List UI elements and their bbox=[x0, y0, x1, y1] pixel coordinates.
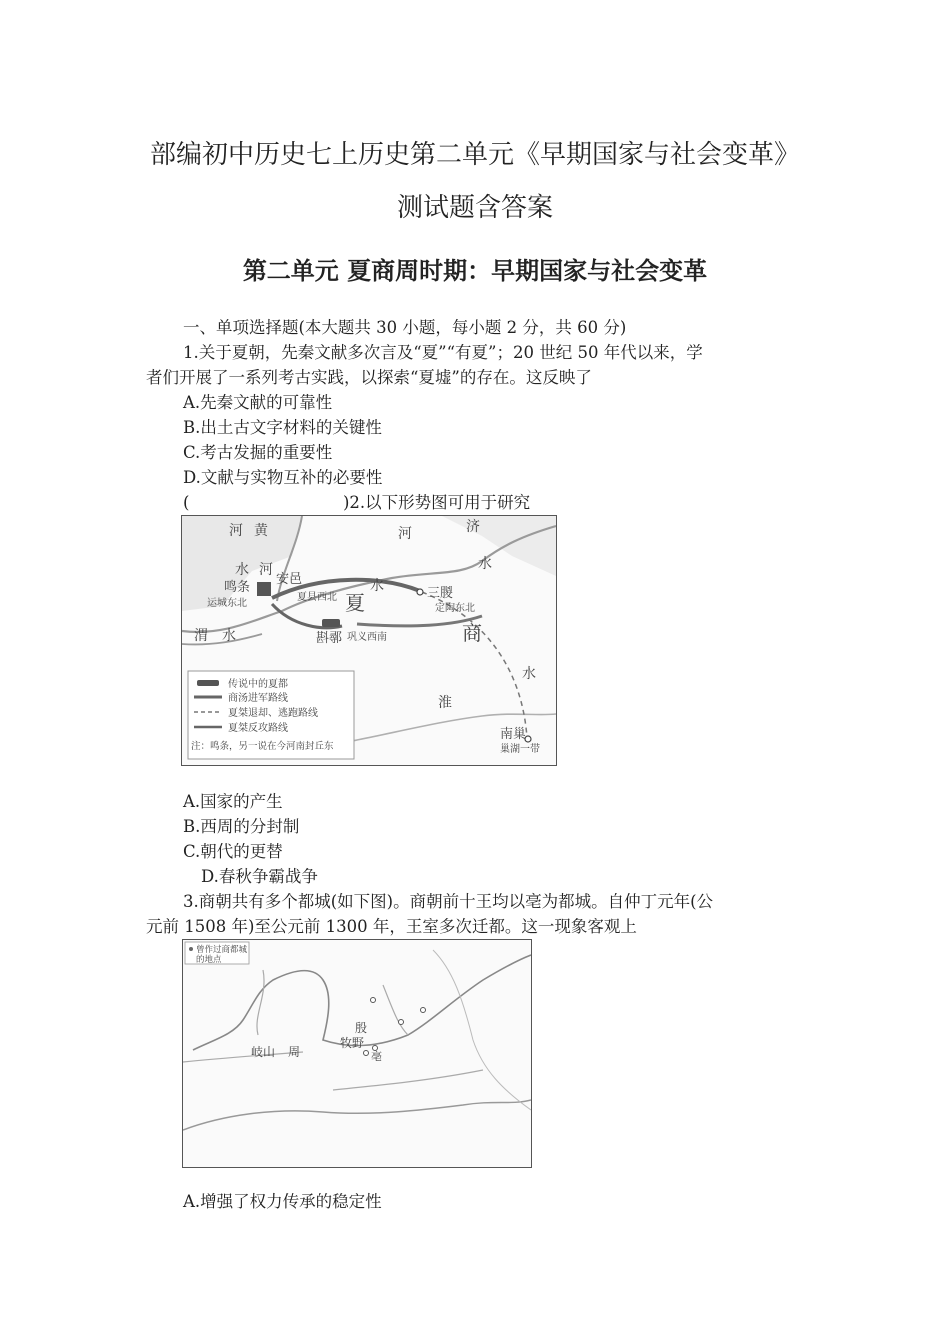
xia-shang-map-graphic bbox=[182, 516, 556, 765]
map1-label-zhenxun: 斟鄩 bbox=[316, 631, 343, 646]
map1-label-sanzong: 三朡 bbox=[427, 586, 454, 601]
q1-stem-line2: 者们开展了一系列考古实践，以探索“夏墟”的存在。这反映了 bbox=[146, 368, 592, 387]
map2-tributary-1 bbox=[257, 970, 264, 1035]
map1-label-shui4: 水 bbox=[222, 628, 236, 644]
q3-stem-line2: 元前 1508 年)至公元前 1300 年，王室多次迁都。这一现象客观上 bbox=[146, 917, 637, 936]
map2-tributary-2 bbox=[383, 985, 408, 1035]
q2-option-d: D.春秋争霸战争 bbox=[201, 867, 318, 886]
map1-label-xiaju: 夏县西北 bbox=[297, 592, 337, 603]
map2-wei-river bbox=[183, 1052, 303, 1062]
q3-stem-line1: 3.商朝共有多个都城(如下图)。商朝前十王均以亳为都城。自仲丁元年(公 bbox=[183, 892, 714, 911]
map2-capital-marker-1 bbox=[371, 998, 376, 1003]
section-heading: 一、单项选择题(本大题共 30 小题，每小题 2 分，共 60 分) bbox=[183, 318, 627, 337]
map1-label-huang: 黄 bbox=[254, 523, 268, 539]
map2-label-bo: 亳 bbox=[371, 1050, 382, 1063]
map1-anyi-marker bbox=[257, 582, 271, 596]
xia-shang-map bbox=[181, 515, 557, 766]
unit-heading: 第二单元 夏商周时期：早期国家与社会变革 bbox=[242, 257, 708, 285]
map2-capital-marker-2 bbox=[399, 1020, 404, 1025]
q3-option-a: A.增强了权力传承的稳定性 bbox=[183, 1192, 382, 1211]
q1-option-b: B.出土古文字材料的关键性 bbox=[183, 418, 382, 437]
q1-stem-line1: 1.关于夏朝，先秦文献多次言及“夏”“有夏”；20 世纪 50 年代以来，学 bbox=[183, 343, 703, 362]
map2-label-yin: 殷 bbox=[355, 1021, 368, 1035]
q2-option-b: B.西周的分封制 bbox=[183, 817, 300, 836]
map2-huai-river bbox=[333, 1070, 483, 1090]
map1-label-shui2: 水 bbox=[478, 556, 492, 572]
map1-zhenxun-marker bbox=[322, 619, 340, 627]
q2-open-paren: ( bbox=[183, 493, 190, 512]
map1-label-ji: 济 bbox=[466, 519, 480, 535]
map1-legend-counter: 夏桀反攻路线 bbox=[228, 723, 288, 734]
map1-label-nanchao: 南巢 bbox=[500, 727, 527, 742]
map1-label-xia: 夏 bbox=[345, 591, 365, 615]
map1-label-gongyi: 巩义西南 bbox=[347, 632, 387, 643]
map1-label-chaohu: 巢湖一带 bbox=[500, 744, 540, 755]
map1-legend-advance: 商汤进军路线 bbox=[228, 693, 288, 704]
document-title-line1: 部编初中历史七上历史第二单元《早期国家与社会变革》 bbox=[149, 140, 800, 170]
map2-legend-symbol bbox=[189, 947, 193, 951]
map1-label-shui1: 水 bbox=[235, 562, 249, 578]
q1-option-a: A.先秦文献的可靠性 bbox=[183, 393, 333, 412]
map1-label-he1: 河 bbox=[229, 523, 243, 539]
map2-label-zhou: 周 bbox=[288, 1045, 301, 1059]
map1-legend-retreat: 夏桀退却、逃跑路线 bbox=[228, 708, 318, 719]
map1-label-wei: 渭 bbox=[194, 628, 208, 644]
shang-capitals-map bbox=[182, 939, 532, 1168]
shang-capitals-map-graphic bbox=[183, 940, 531, 1167]
map2-label-muye: 牧野 bbox=[340, 1036, 365, 1050]
map1-label-anyi: 安邑 bbox=[276, 572, 303, 587]
map1-label-he2: 河 bbox=[259, 562, 273, 578]
q2-option-c: C.朝代的更替 bbox=[183, 842, 283, 861]
map1-legend-symbol-capital bbox=[197, 680, 219, 686]
map1-terrain-northeast bbox=[442, 516, 556, 576]
document-title-line2: 测试题含答案 bbox=[396, 193, 553, 223]
map1-label-shui3: 水 bbox=[370, 578, 384, 594]
map2-capital-marker-3 bbox=[421, 1008, 426, 1013]
map2-yangtze-river bbox=[183, 1100, 531, 1130]
map1-legend-capital: 传说中的夏都 bbox=[228, 679, 288, 690]
map1-label-dingtao: 定陶东北 bbox=[435, 603, 475, 614]
map1-label-shang: 商 bbox=[462, 621, 482, 645]
map1-sanzong-marker bbox=[417, 589, 423, 595]
q1-option-d: D.文献与实物互补的必要性 bbox=[183, 468, 383, 487]
map2-label-qishan: 岐山 bbox=[251, 1045, 276, 1059]
map2-legend-line2: 的地点 bbox=[196, 955, 222, 965]
map2-coastline bbox=[433, 950, 531, 1110]
map1-legend-note: 注：鸣条，另一说在今河南封丘东 bbox=[191, 741, 334, 752]
q2-stem: )2.以下形势图可用于研究 bbox=[343, 493, 531, 512]
map1-label-mingtiao: 鸣条 bbox=[224, 580, 251, 595]
map2-legend-line1: 曾作过商都城 bbox=[196, 945, 248, 955]
q2-option-a: A.国家的产生 bbox=[183, 792, 283, 811]
map1-label-shui5: 水 bbox=[522, 666, 536, 682]
map1-label-he3: 河 bbox=[398, 526, 412, 542]
map2-capital-marker-bo bbox=[364, 1051, 369, 1056]
q1-option-c: C.考古发掘的重要性 bbox=[183, 443, 333, 462]
map1-label-yuncheng: 运城东北 bbox=[207, 598, 247, 609]
map1-label-huai: 淮 bbox=[438, 695, 452, 711]
